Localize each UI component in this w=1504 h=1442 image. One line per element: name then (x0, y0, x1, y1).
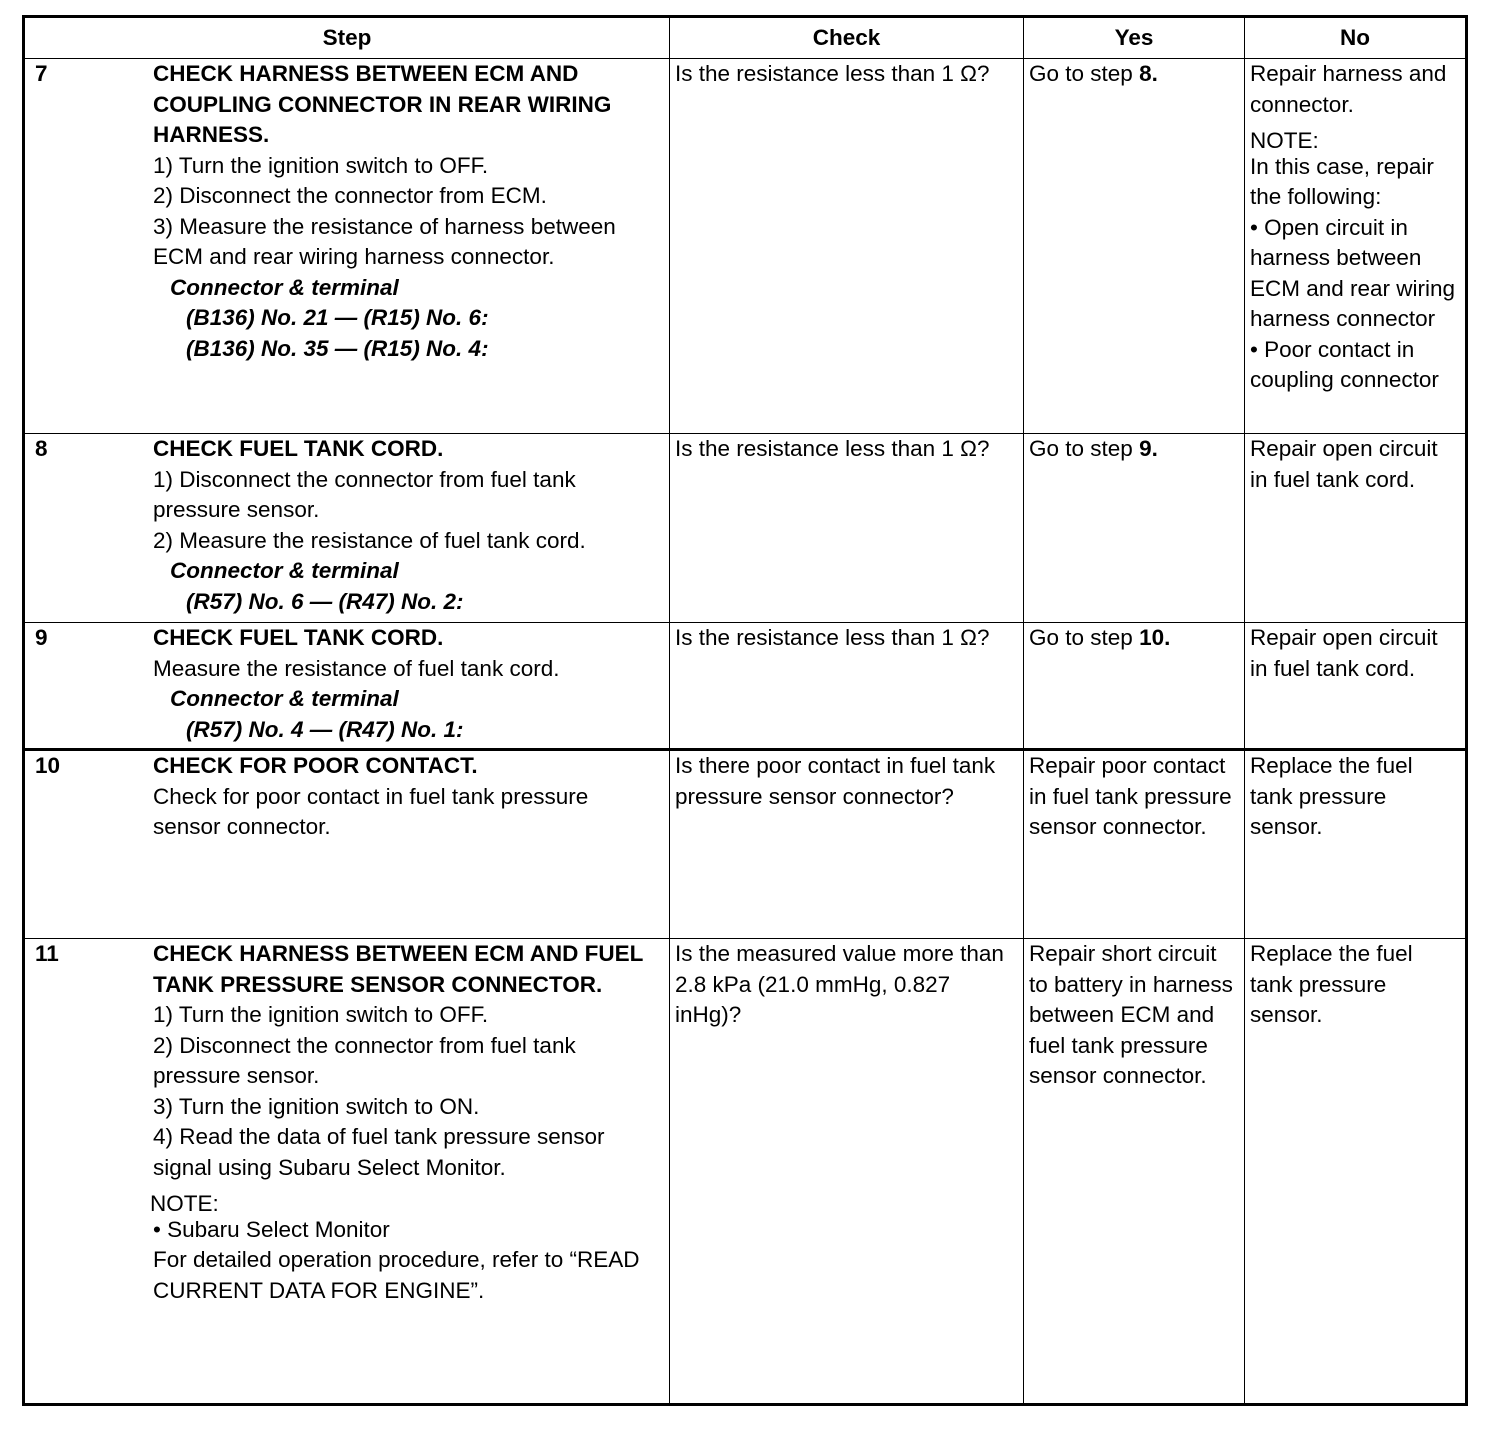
no-note-text: In this case, repair the following: (1250, 153, 1434, 209)
step-instruction: 3) Measure the resistance of harness between ECM and rear wiring harness connector. (153, 213, 616, 269)
check-cell: Is there poor contact in fuel tank pressure sensor connector? (670, 750, 1024, 939)
no-bullet: • Poor contact in coupling connector (1250, 336, 1439, 392)
yes-cell: Repair poor contact in fuel tank pressure sensor connector. (1024, 750, 1245, 939)
yes-cell (1024, 434, 1245, 623)
yes-step-ref: 10. (1139, 625, 1171, 650)
header-yes: Yes (1024, 17, 1245, 59)
header-check: Check (670, 17, 1024, 59)
step-instruction: 1) Disconnect the connector from fuel tank pressure sensor. (153, 466, 576, 522)
step-title: CHECK FUEL TANK CORD. (153, 436, 444, 461)
step-number: 8 (35, 436, 48, 461)
step-title: CHECK HARNESS BETWEEN ECM AND COUPLING CONNECTOR IN REAR WIRING HARNESS. (153, 61, 612, 147)
step-instruction: Check for poor contact in fuel tank pressure sensor connector. (153, 783, 589, 839)
table-row-step-9 (24, 623, 1467, 750)
step-title: CHECK FUEL TANK CORD. (153, 625, 444, 650)
yes-step-ref: 9. (1139, 436, 1158, 461)
step-cell (24, 939, 670, 1405)
yes-prefix: Go to step (1029, 61, 1140, 86)
header-row (24, 17, 1467, 59)
no-cell: Replace the fuel tank pressure sensor. (1245, 939, 1467, 1405)
yes-cell (1024, 623, 1245, 750)
connector-terminal-line: (R57) No. 6 — (R47) No. 2: (186, 588, 464, 614)
note-label: NOTE: (150, 1191, 219, 1216)
check-cell: Is the resistance less than 1 Ω? (670, 434, 1024, 623)
step-cell (24, 434, 670, 623)
table-row-step-8 (24, 434, 1467, 623)
connector-terminal-label: Connector & terminal (170, 558, 399, 583)
note-text: For detailed operation procedure, refer to “READ CURRENT DATA FOR ENGINE”. (153, 1247, 640, 1303)
no-text: Repair harness and connector. (1250, 61, 1447, 117)
check-cell: Is the resistance less than 1 Ω? (670, 59, 1024, 434)
yes-prefix: Go to step (1029, 436, 1140, 461)
no-cell: Repair open circuit in fuel tank cord. (1245, 434, 1467, 623)
step-title: CHECK FOR POOR CONTACT. (153, 753, 478, 778)
yes-cell: Repair short circuit to battery in harness between ECM and fuel tank pressure sensor connector. (1024, 939, 1245, 1405)
yes-cell (1024, 59, 1245, 434)
step-instruction: 2) Disconnect the connector from fuel tank pressure sensor. (153, 1032, 576, 1088)
yes-step-ref: 8. (1139, 61, 1158, 86)
no-cell (1245, 59, 1467, 434)
connector-terminal-line: (R57) No. 4 — (R47) No. 1: (186, 716, 464, 742)
yes-prefix: Go to step (1029, 625, 1140, 650)
step-cell (24, 59, 670, 434)
step-instruction: 2) Measure the resistance of fuel tank cord. (153, 527, 586, 553)
table-row-step-10 (24, 750, 1467, 939)
step-number: 7 (35, 61, 48, 86)
step-number: 11 (35, 941, 59, 966)
step-instruction: 1) Turn the ignition switch to OFF. (153, 152, 489, 178)
step-note (150, 1189, 660, 1306)
step-instruction: 1) Turn the ignition switch to OFF. (153, 1002, 489, 1027)
no-cell: Repair open circuit in fuel tank cord. (1245, 623, 1467, 750)
check-cell: Is the resistance less than 1 Ω? (670, 623, 1024, 750)
step-cell (24, 750, 670, 939)
header-step: Step (24, 17, 670, 59)
step-instruction: Measure the resistance of fuel tank cord. (153, 655, 560, 681)
diagnostic-table (22, 15, 1468, 1406)
connector-terminal-line: (B136) No. 21 — (R15) No. 6: (186, 305, 489, 330)
note-bullet: • Subaru Select Monitor (153, 1216, 390, 1242)
step-number: 9 (35, 625, 48, 650)
no-cell: Replace the fuel tank pressure sensor. (1245, 750, 1467, 939)
step-number: 10 (35, 753, 61, 778)
connector-terminal-label: Connector & terminal (170, 274, 399, 300)
header-no: No (1245, 17, 1467, 59)
connector-terminal-line: (B136) No. 35 — (R15) No. 4: (186, 335, 489, 361)
step-instruction: 4) Read the data of fuel tank pressure sensor signal using Subaru Select Monitor. (153, 1124, 605, 1180)
step-instruction: 2) Disconnect the connector from ECM. (153, 183, 547, 208)
step-title: CHECK HARNESS BETWEEN ECM AND FUEL TANK PRESSURE SENSOR CONNECTOR. (153, 941, 644, 997)
no-bullet: • Open circuit in harness between ECM and rear wiring harness connector (1250, 214, 1456, 331)
check-cell: Is the measured value more than 2.8 kPa (21.0 mmHg, 0.827 inHg)? (670, 939, 1024, 1405)
step-instruction: 3) Turn the ignition switch to ON. (153, 1093, 480, 1119)
step-cell (24, 623, 670, 750)
no-note-label: NOTE: (1250, 128, 1319, 153)
table-row-step-11 (24, 939, 1467, 1405)
table-row-step-7 (24, 59, 1467, 434)
connector-terminal-label: Connector & terminal (170, 686, 399, 711)
